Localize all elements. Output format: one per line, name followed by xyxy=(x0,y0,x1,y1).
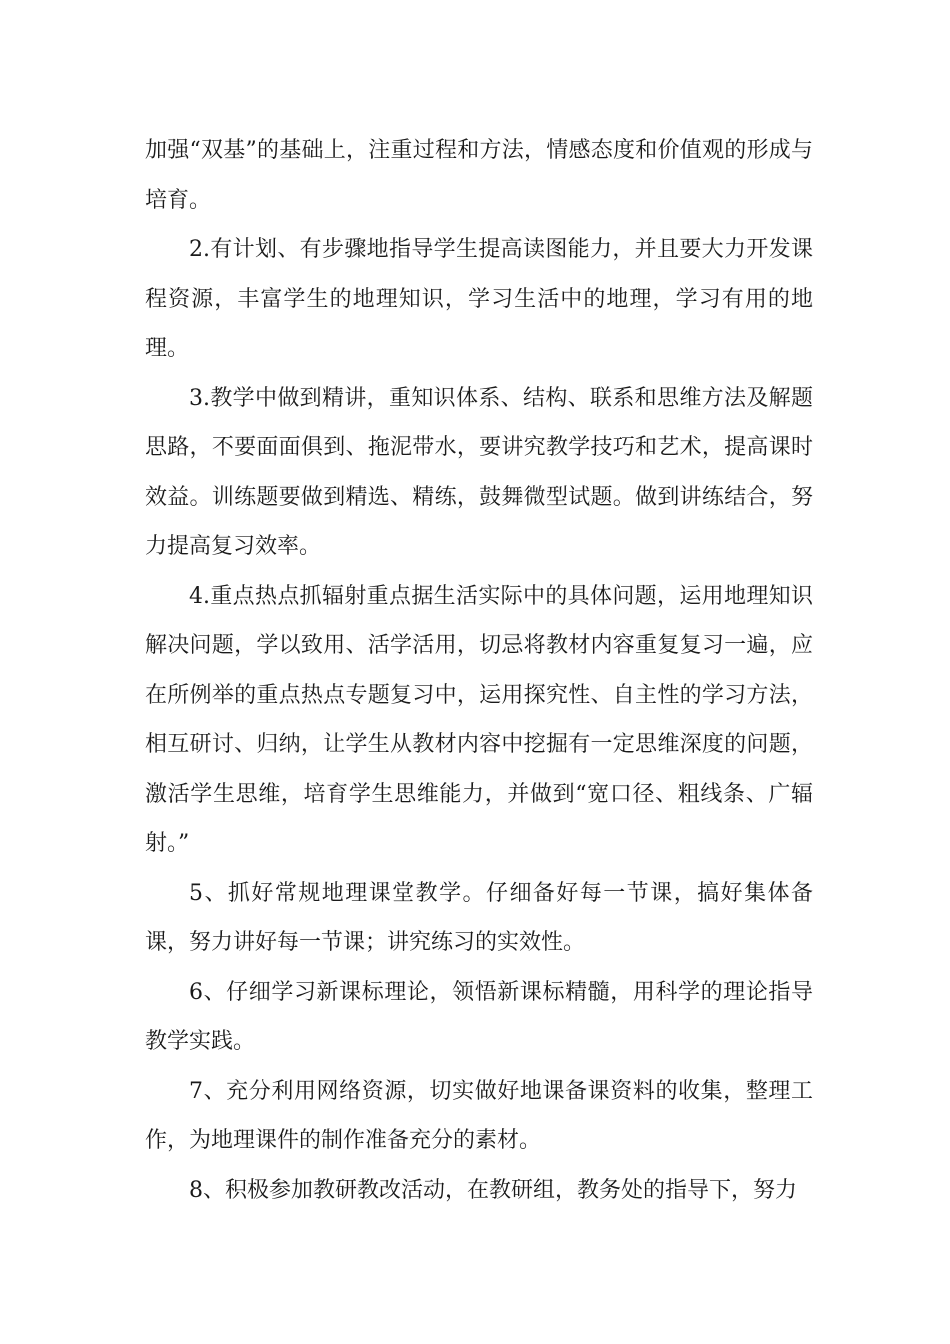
paragraph-item-6: 6、仔细学习新课标理论，领悟新课标精髓，用科学的理论指导教学实践。 xyxy=(145,979,813,1054)
paragraph-item-8: 8、积极参加教研教改活动，在教研组，教务处的指导下，努力 xyxy=(189,1177,797,1203)
paragraph-item-7: 7、充分利用网络资源，切实做好地课备课资料的收集，整理工作，为地理课件的制作准备充分的素材。 xyxy=(145,1078,813,1153)
paragraph-item-5: 5、抓好常规地理课堂教学。仔细备好每一节课，搞好集体备课，努力讲好每一节课；讲究练习的实效性。 xyxy=(145,880,813,955)
paragraph-continuation: 加强“双基”的基础上，注重过程和方法，情感态度和价值观的形成与培育。 xyxy=(145,138,813,213)
paragraph-item-2: 2.有计划、有步骤地指导学生提高读图能力，并且要大力开发课程资源，丰富学生的地理知识，学习生活中的地理，学习有用的地理。 xyxy=(145,237,813,361)
document-body xyxy=(145,126,813,1215)
paragraph-item-3: 3.教学中做到精讲，重知识体系、结构、联系和思维方法及解题思路，不要面面俱到、拖泥带水，要讲究教学技巧和艺术，提高课时效益。训练题要做到精选、精练，鼓舞微型试题。做到讲练结合，努力提高复习效率。 xyxy=(145,385,813,559)
paragraph-item-4: 4.重点热点抓辐射重点据生活实际中的具体问题，运用地理知识解决问题，学以致用、活学活用，切忌将教材内容重复复习一遍，应在所例举的重点热点专题复习中，运用探究性、自主性的学习方法，相互研讨、归纳，让学生从教材内容中挖掘有一定思维深度的问题，激活学生思维，培育学生思维能力，并做到“宽口径、粗线条、广辐射。” xyxy=(145,583,813,856)
